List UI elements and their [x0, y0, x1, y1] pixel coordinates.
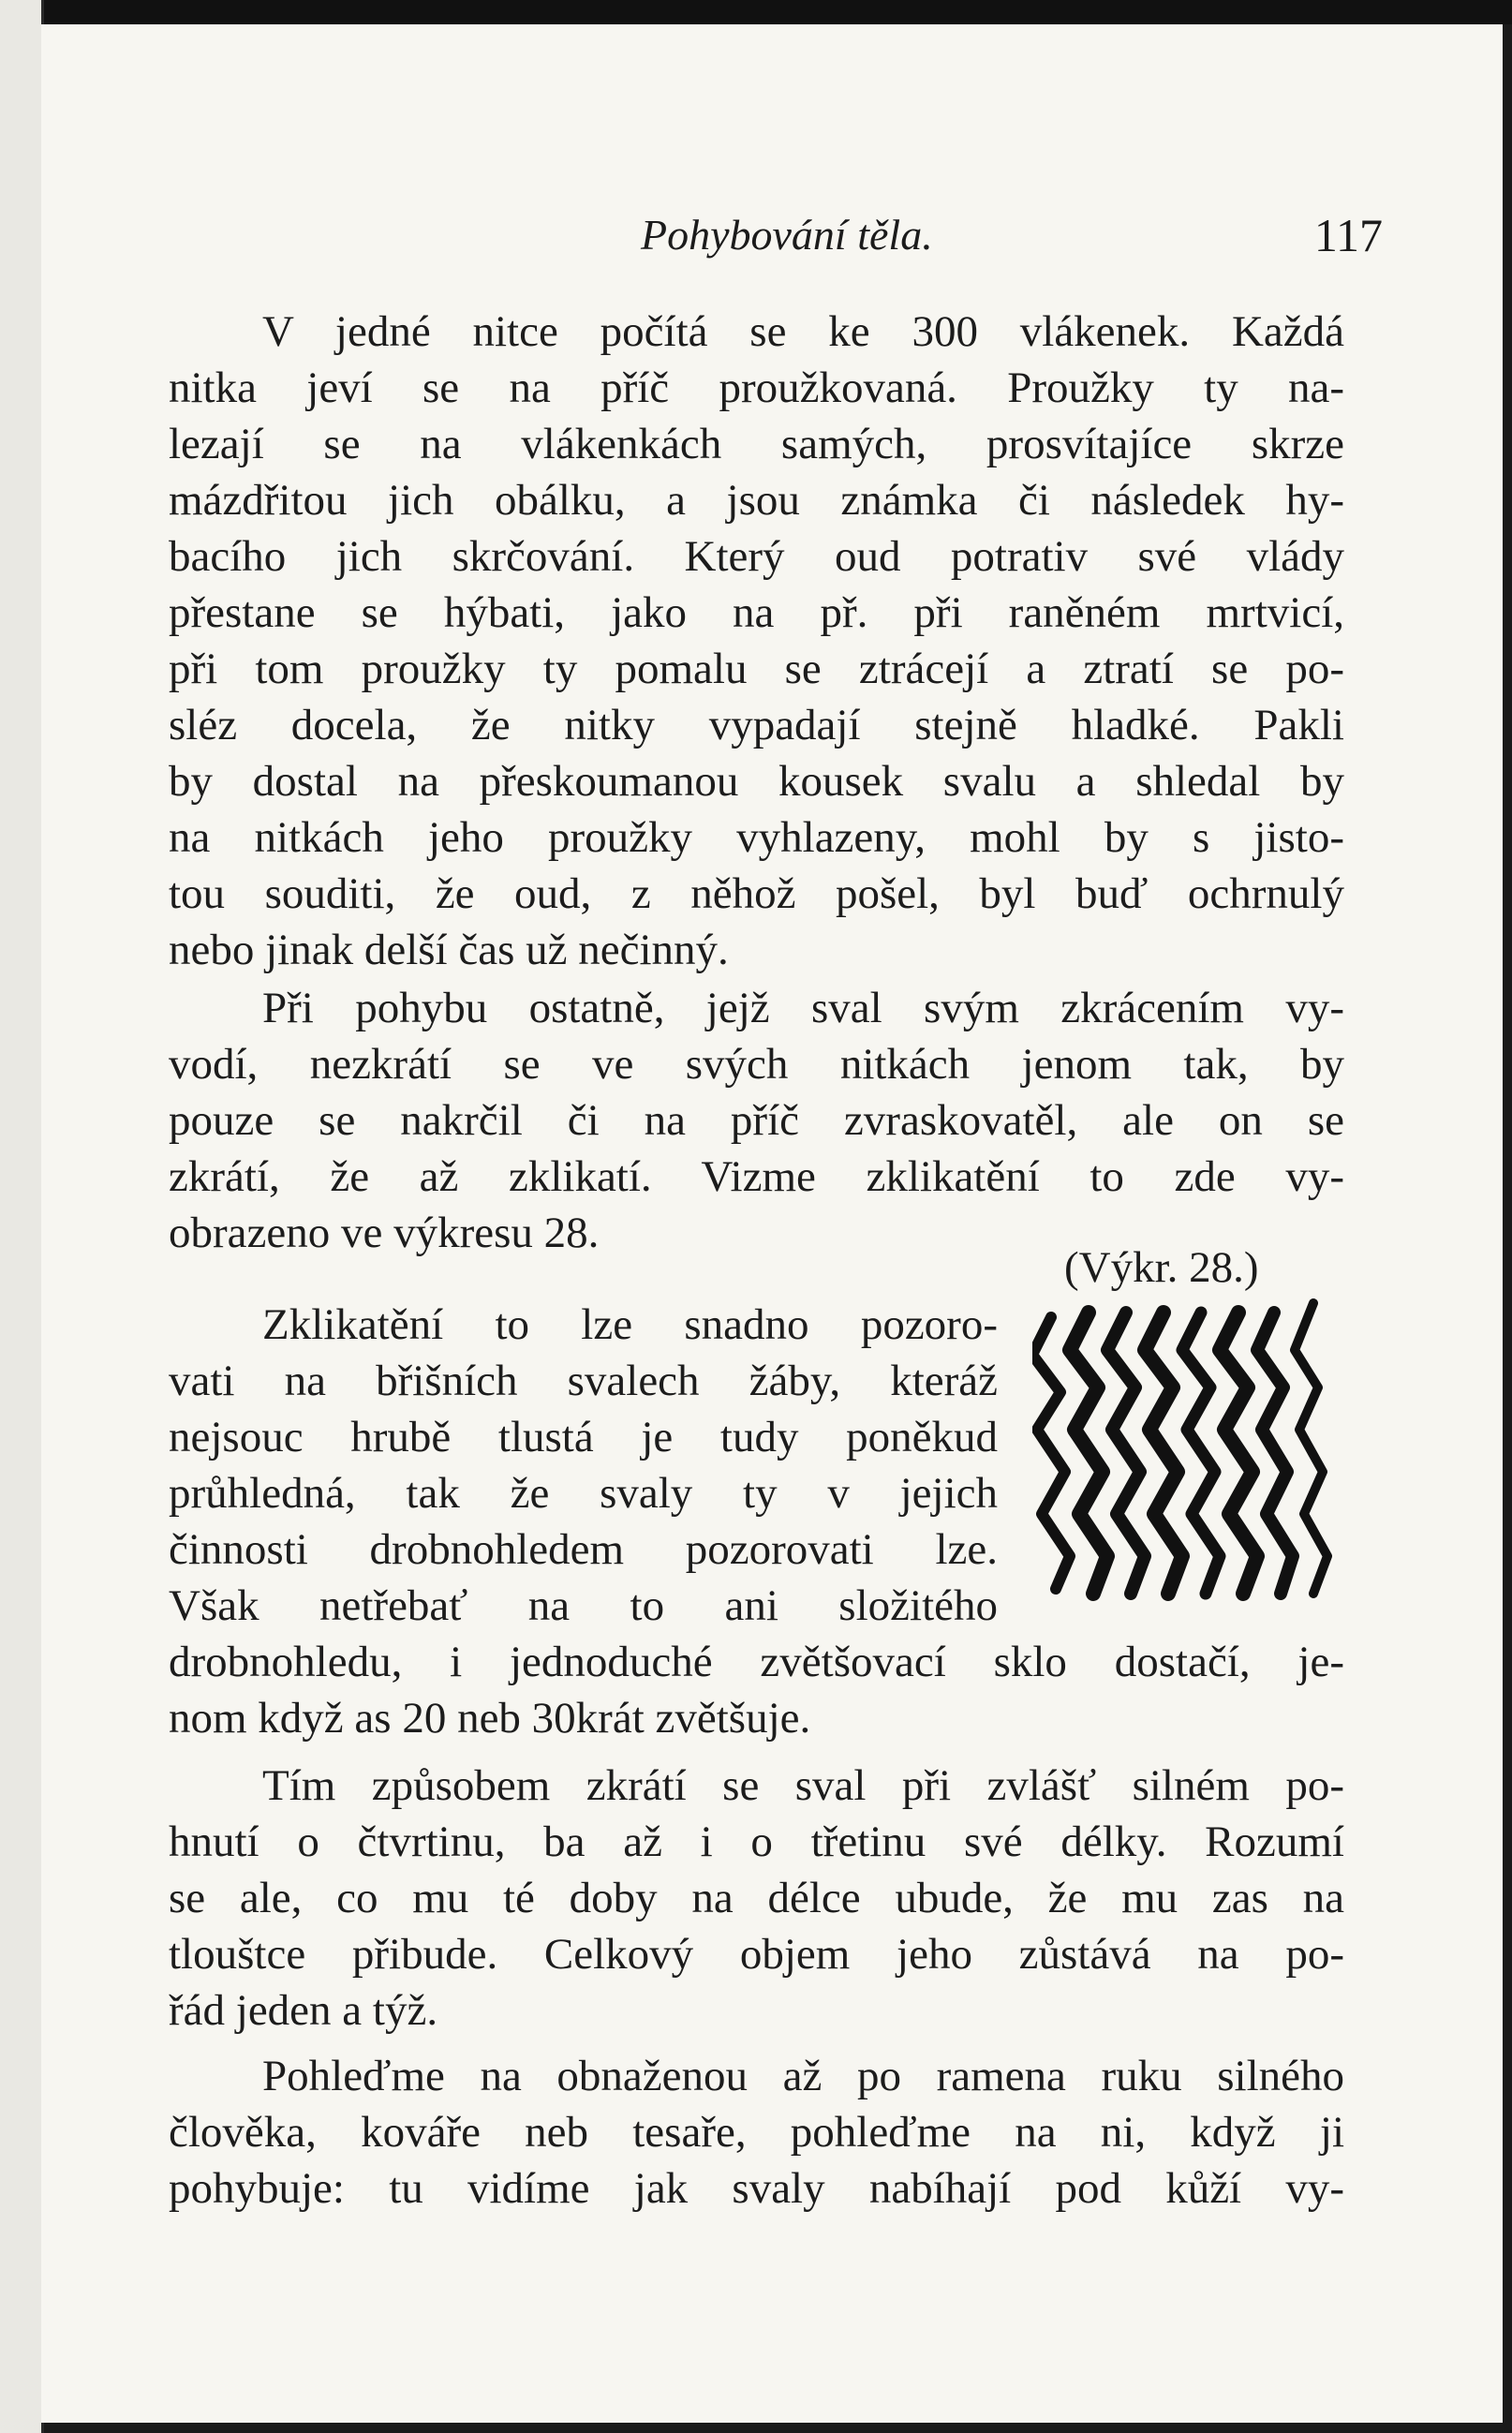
text-line: průhledná, tak že svaly ty v jejich	[169, 1469, 998, 1518]
text-line: činnosti drobnohledem pozorovati lze.	[169, 1525, 998, 1574]
text-line: zkrátí, že až zklikatí. Vizme zklikatění to zde vy-	[169, 1152, 1344, 1201]
text-line: pohybuje: tu vidíme jak svaly nabíhají pod kůží vy-	[169, 2164, 1344, 2213]
text-line: V jedné nitce počítá se ke 300 vlákenek. Každá	[262, 307, 1344, 356]
scan-top-edge	[41, 0, 1512, 24]
text-line: hnutí o čtvrtinu, ba až i o třetinu své délky. Rozumí	[169, 1817, 1344, 1866]
figure-caption: (Výkr. 28.)	[1064, 1243, 1259, 1292]
text-line: nebo jinak delší čas už nečinný.	[169, 926, 729, 974]
scan-binding-edge	[0, 0, 44, 2433]
zigzag-muscle-fibers-figure	[1032, 1298, 1342, 1608]
text-line: člověka, kováře neb tesaře, pohleďme na ni, když ji	[169, 2108, 1344, 2157]
text-line: nom když as 20 neb 30krát zvětšuje.	[169, 1694, 811, 1743]
text-line: Tím způsobem zkrátí se sval při zvlášť silném po-	[262, 1761, 1344, 1810]
book-page	[41, 24, 1503, 2423]
text-line: by dostal na přeskoumanou kousek svalu a shledal by	[169, 757, 1344, 806]
text-line: sléz docela, že nitky vypadají stejně hladké. Pakli	[169, 701, 1344, 749]
text-line: na nitkách jeho proužky vyhlazeny, mohl by s jisto-	[169, 813, 1344, 862]
text-line: lezají se na vlákenkách samých, prosvítajíce skrze	[169, 420, 1344, 468]
text-line: nejsouc hrubě tlustá je tudy poněkud	[169, 1413, 998, 1461]
text-line: vati na břišních svalech žáby, kteráž	[169, 1357, 998, 1405]
text-line: Zklikatění to lze snadno pozoro-	[262, 1300, 998, 1349]
running-head: Pohybování těla.	[641, 211, 933, 259]
text-line: tou souditi, že oud, z něhož pošel, byl buď ochrnulý	[169, 869, 1344, 918]
text-line: tlouštce přibude. Celkový objem jeho zůstává na po-	[169, 1930, 1344, 1979]
text-line: přestane se hýbati, jako na př. při raněném mrtvicí,	[169, 588, 1344, 637]
text-line: bacího jich skrčování. Který oud potrativ své vlády	[169, 532, 1344, 581]
text-line: nitka jeví se na příč proužkovaná. Proužky ty na-	[169, 363, 1344, 412]
text-line: se ale, co mu té doby na délce ubude, že mu zas na	[169, 1874, 1344, 1922]
text-line: při tom proužky ty pomalu se ztrácejí a ztratí se po-	[169, 645, 1344, 693]
text-line: pouze se nakrčil či na příč zvraskovatěl, ale on se	[169, 1096, 1344, 1145]
page-number: 117	[1313, 209, 1383, 261]
text-line: Pohleďme na obnaženou až po ramena ruku silného	[262, 2052, 1344, 2100]
text-line: mázdřitou jich obálku, a jsou známka či následek hy-	[169, 476, 1344, 525]
text-line: obrazeno ve výkresu 28.	[169, 1209, 600, 1257]
text-line: Při pohybu ostatně, jejž sval svým zkrácením vy-	[262, 984, 1344, 1032]
text-line: drobnohledu, i jednoduché zvětšovací sklo dostačí, je-	[169, 1638, 1344, 1686]
page-header	[172, 204, 1390, 270]
text-line: vodí, nezkrátí se ve svých nitkách jenom tak, by	[169, 1040, 1344, 1089]
text-line: řád jeden a týž.	[169, 1986, 438, 2035]
text-line: Však netřebať na to ani složitého	[169, 1581, 998, 1630]
